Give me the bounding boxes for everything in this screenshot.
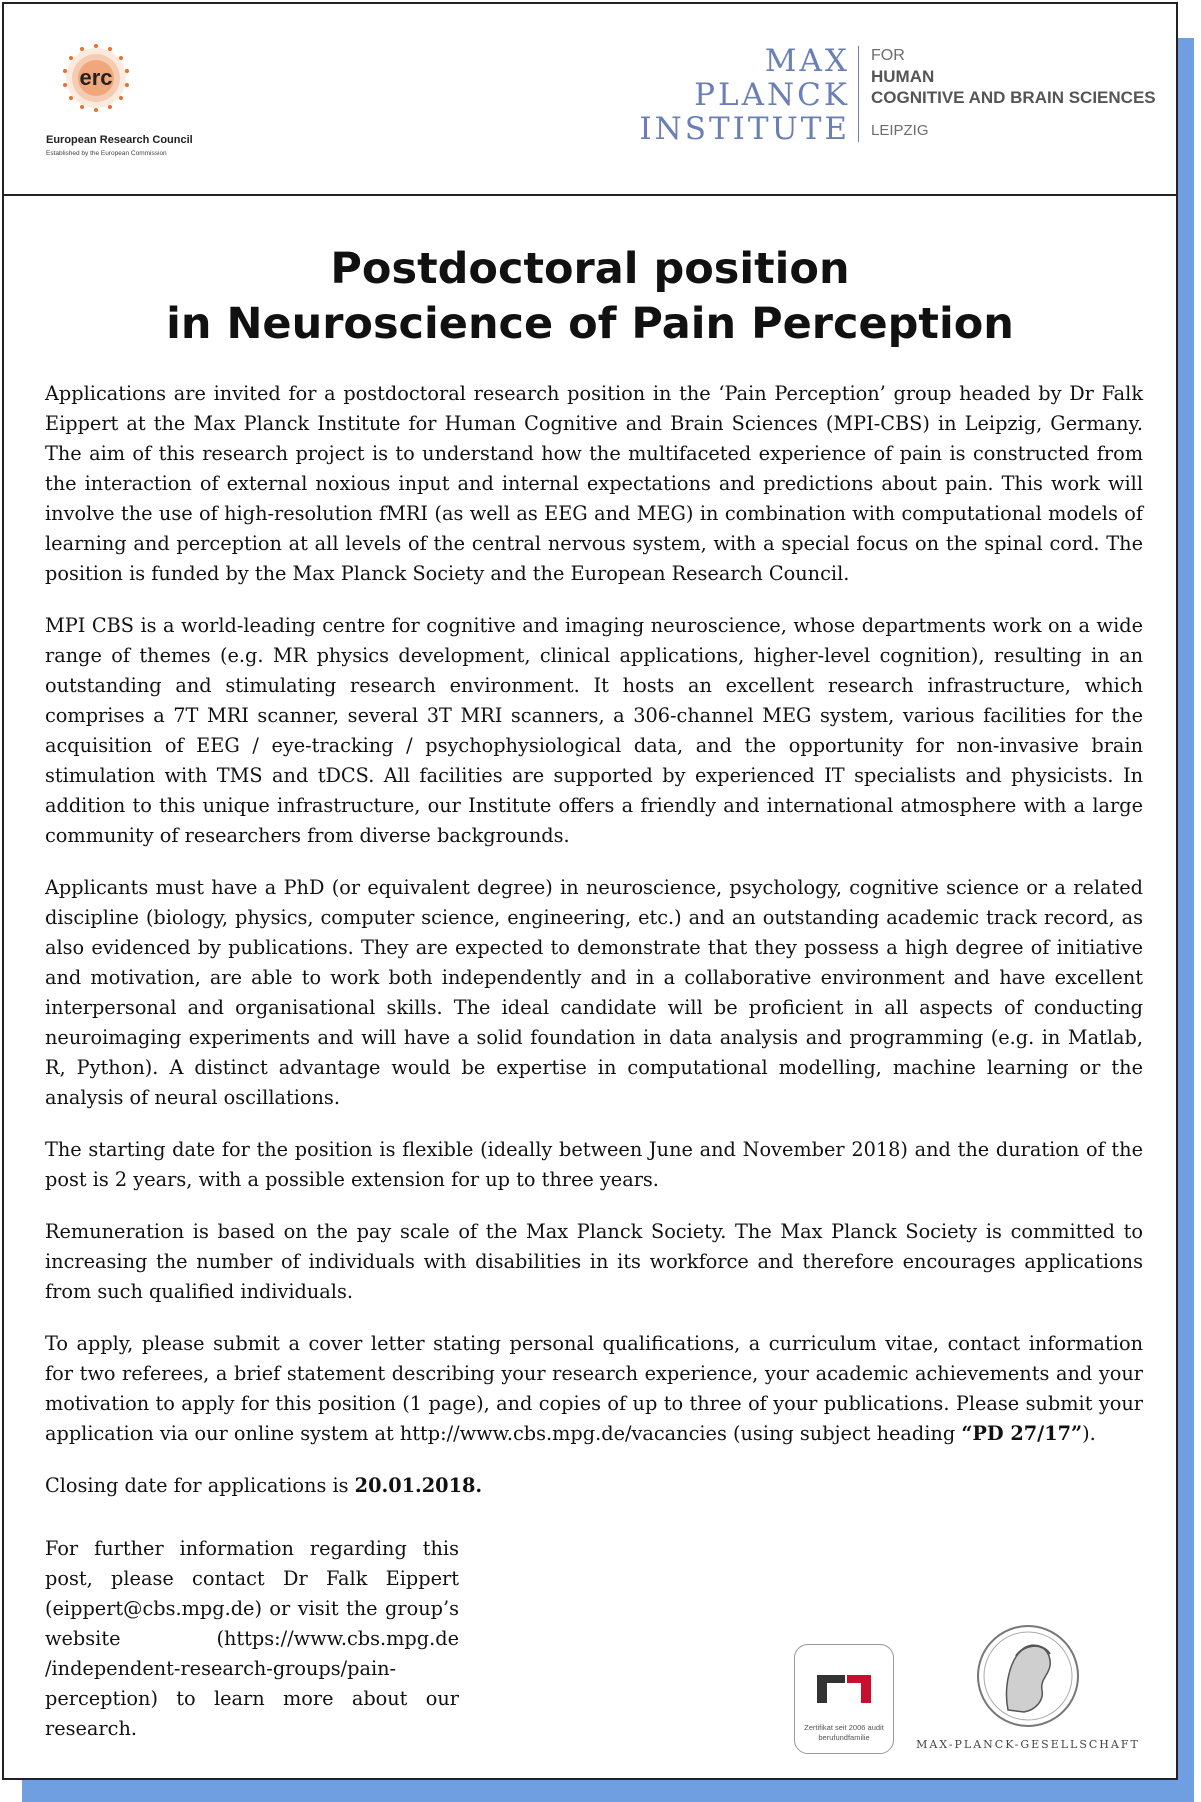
mpi-word-institute: INSTITUTE xyxy=(639,111,850,147)
mpi-wordmark xyxy=(639,44,850,146)
closing-date-line xyxy=(45,1471,1143,1501)
mpi-word-planck: PLANCK xyxy=(694,77,850,113)
mpi-city: LEIPZIG xyxy=(871,122,929,139)
paragraph-intro: Applications are invited for a postdoctoral research position in the ‘Pain Perception’ group headed by Dr Falk Eippert at the Max Planck Institute for Human Cognitive and Brain Sciences (MPI-CBS) in Leipzig, Germany. The aim of this research project is to understand how the multifaceted experience of pain is constructed from the interaction of external noxious input and internal expectations and predictions about pain. This work will involve the use of high-resolution fMRI (as well as EEG and MEG) in combination with computational models of learning and perception at all levels of the central nervous system, with a special focus on the spinal cord. The position is funded by the Max Planck Society and the European Research Council. xyxy=(45,382,1143,585)
closing-date-label: Closing date for applications is xyxy=(45,1474,355,1497)
mpi-divider xyxy=(858,46,859,142)
title-line-2: in Neuroscience of Pain Perception xyxy=(166,299,1014,349)
apply-end: ). xyxy=(1082,1422,1096,1445)
body-text xyxy=(45,379,1143,1523)
mpi-dept-line2: COGNITIVE AND BRAIN SCIENCES xyxy=(871,88,1156,107)
erc-name: European Research Council xyxy=(46,134,193,146)
max-planck-society-logo xyxy=(912,1620,1144,1760)
mpg-label: MAX-PLANCK-GESELLSCHAFT xyxy=(916,1738,1140,1751)
paragraph-remuneration: Remuneration is based on the pay scale of the Max Planck Society. The Max Planck Society is committed to increasing the number of individuals with disabilities in its workforce and therefore encourages applications from such qualified individuals. xyxy=(45,1220,1143,1303)
subject-heading: “PD 27/17” xyxy=(961,1422,1083,1445)
minerva-seal-icon xyxy=(912,1620,1144,1735)
page-title xyxy=(4,242,1176,352)
apply-text: To apply, please submit a cover letter stating personal qualifications, a curriculum vitae, contact information for two referees, a brief statement describing your research experience, your academic achievements and your motivation to apply for this position (1 page), and copies of up to three of your publications. Please submit your application via our online system at http://www.cbs.mpg.de/vacancies (using subject heading xyxy=(45,1332,1143,1445)
letterhead xyxy=(4,4,1176,196)
audit-berufundfamilie-certificate xyxy=(794,1644,894,1754)
certificate-text: Zertifikat seit 2006 audit berufundfamilie xyxy=(804,1723,884,1742)
paragraph-how-to-apply xyxy=(45,1329,1143,1449)
closing-date: 20.01.2018. xyxy=(354,1474,483,1497)
mpi-department xyxy=(871,66,1156,108)
svg-text:erc: erc xyxy=(79,65,113,90)
title-line-1: Postdoctoral position xyxy=(330,244,850,294)
mpi-dept-line1: HUMAN xyxy=(871,67,935,86)
erc-logo xyxy=(38,38,193,168)
paragraph-requirements: Applicants must have a PhD (or equivalent degree) in neuroscience, psychology, cognitive science or a related discipline (biology, physics, computer science, engineering, etc.) and an outstanding academic track record, as also evidenced by publications. They are expected to demonstrate that they possess a high degree of initiative and motivation, are able to work both independently and in a collaborative environment and have excellent interpersonal and organisational skills. The ideal candidate will be proficient in all aspects of conducting neuroimaging experiments and will have a solid foundation in data analysis and programming (e.g. in Matlab, R, Python). A distinct advantage would be expertise in computational modelling, machine learning or the analysis of neural oscillations. xyxy=(45,876,1143,1109)
erc-starburst-icon xyxy=(38,38,188,133)
mpi-word-max: MAX xyxy=(764,43,850,79)
paragraph-institute: MPI CBS is a world-leading centre for cognitive and imaging neuroscience, whose departments work on a wide range of themes (e.g. MR physics development, clinical applications, higher-level cognition), resulting in an outstanding and stimulating research environment. It hosts an excellent research infrastructure, which comprises a 7T MRI scanner, several 3T MRI scanners, a 306-channel MEG system, various facilities for the acquisition of EEG / eye-tracking / psychophysiological data, and the opportunity for non-invasive brain stimulation with TMS and tDCS. All facilities are supported by experienced IT specialists and physicists. In addition to this unique infrastructure, our Institute offers a friendly and international atmosphere with a large community of researchers from diverse backgrounds. xyxy=(45,614,1143,847)
paragraph-start-date: The starting date for the position is flexible (ideally between June and November 2018) and the duration of the post is 2 years, with a possible extension for up to three years. xyxy=(45,1138,1143,1191)
max-planck-institute-logo xyxy=(620,43,1156,154)
document-page xyxy=(2,2,1178,1780)
erc-established: Established by the European Commission xyxy=(46,150,167,157)
further-information: For further information regarding this post, please contact Dr Falk Eippert (eippert@cbs.mpg.de) or visit the group’s website (https://www.cbs.mpg.de /independent-research-groups/pain-perception) to learn more about our research. xyxy=(45,1537,459,1740)
mpi-for: FOR xyxy=(871,47,905,64)
audit-logo-icon xyxy=(795,1645,892,1721)
